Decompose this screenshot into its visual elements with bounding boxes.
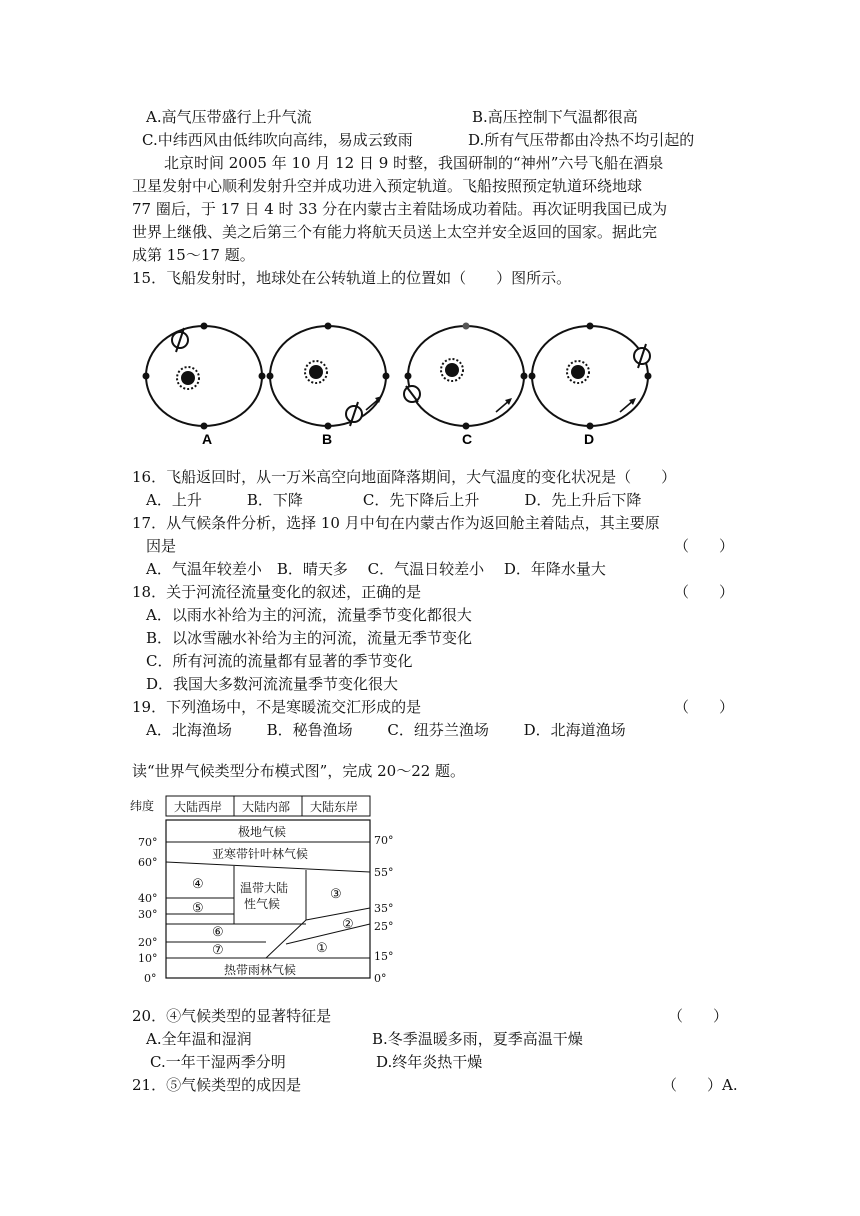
passage-line-3: 77 圈后，于 17 日 4 时 33 分在内蒙古主着陆场成功着陆。再次证明我国已成为 xyxy=(132,200,668,218)
zone-marker-6: ⑥ xyxy=(212,925,224,940)
question-17-cont: 因是 xyxy=(146,537,177,555)
answer-blank-19: （ ） xyxy=(674,698,735,716)
passage-line-2: 卫星发射中心顺利发射升空并成功进入预定轨道。飞船按照预定轨道环绕地球 xyxy=(132,177,643,195)
option-c-pressure: C.中纬西风由低纬吹向高纬，易成云致雨 xyxy=(142,131,413,149)
left-tick-60: 60° xyxy=(138,856,158,869)
left-tick-20: 20° xyxy=(138,936,158,949)
earth-icon-d xyxy=(634,344,650,368)
question-17: 17．从气候条件分析，选择 10 月中旬在内蒙古作为返回舱主着陆点，其主要原 xyxy=(132,514,660,532)
orbit-label-c: C xyxy=(462,431,473,447)
option-d-pressure: D.所有气压带都由冷热不均引起的 xyxy=(468,131,695,149)
left-tick-40: 40° xyxy=(138,892,158,905)
zone-continental-1: 温带大陆 xyxy=(240,881,289,895)
question-18-option-c: C．所有河流的流量都有显著的季节变化 xyxy=(146,652,413,670)
header-latitude: 纬度 xyxy=(130,799,155,813)
header-interior: 大陆内部 xyxy=(242,800,291,814)
zone-marker-1: ① xyxy=(316,941,328,956)
question-20-option-a: A.全年温和湿润 xyxy=(146,1030,252,1048)
question-18-option-a: A．以雨水补给为主的河流，流量季节变化都很大 xyxy=(146,606,472,624)
right-tick-15: 15° xyxy=(374,950,394,963)
question-18-option-d: D．我国大多数河流流量季节变化很大 xyxy=(146,675,399,693)
passage-line-4: 世界上继俄、美之后第三个有能力将航天员送上太空并安全返回的国家。据此完 xyxy=(132,223,658,241)
answer-blank-21: （ ）A. xyxy=(662,1076,738,1094)
header-east-coast: 大陆东岸 xyxy=(310,800,359,814)
earth-icon-c xyxy=(404,386,420,402)
question-19-options: A．北海渔场 B．秘鲁渔场 C．纽芬兰渔场 D．北海道渔场 xyxy=(146,721,626,739)
question-19: 19．下列渔场中，不是寒暖流交汇形成的是 xyxy=(132,698,422,716)
orbit-label-a: A xyxy=(202,431,213,447)
orbit-label-d: D xyxy=(584,431,595,447)
zone-subarctic: 亚寒带针叶林气候 xyxy=(212,847,309,861)
zone-marker-7: ⑦ xyxy=(212,943,224,958)
orbit-panel-c xyxy=(404,323,528,448)
sun-icon-d xyxy=(567,361,589,383)
answer-blank-17: （ ） xyxy=(674,537,735,555)
zone-marker-4: ④ xyxy=(192,877,204,892)
orbit-panel-a xyxy=(143,323,266,448)
left-tick-70: 70° xyxy=(138,836,158,849)
passage-line-1: 北京时间 2005 年 10 月 12 日 9 时整，我国研制的“神州”六号飞船在酒泉 xyxy=(164,154,664,172)
zone-marker-5: ⑤ xyxy=(192,901,204,916)
sun-icon-b xyxy=(305,361,327,383)
left-tick-0: 0° xyxy=(144,972,157,985)
right-tick-0: 0° xyxy=(374,972,387,985)
left-tick-10: 10° xyxy=(138,952,158,965)
zone-continental-2: 性气候 xyxy=(244,897,281,911)
orbit-panel-b xyxy=(267,323,390,448)
zone-marker-2: ② xyxy=(342,917,354,932)
question-16: 16．飞船返回时，从一万米高空向地面降落期间，大气温度的变化状况是（ ） xyxy=(132,468,677,486)
question-21: 21．⑤气候类型的成因是 xyxy=(132,1076,302,1094)
zone-rainforest: 热带雨林气候 xyxy=(224,963,297,977)
question-18-option-b: B．以冰雪融水补给为主的河流，流量无季节变化 xyxy=(146,629,473,647)
right-tick-25: 25° xyxy=(374,920,394,933)
right-tick-55: 55° xyxy=(374,866,394,879)
passage-line-5: 成第 15～17 题。 xyxy=(132,246,255,264)
option-a-pressure: A.高气压带盛行上升气流 xyxy=(146,108,312,126)
right-tick-70: 70° xyxy=(374,834,394,847)
question-18: 18．关于河流径流量变化的叙述，正确的是 xyxy=(132,583,422,601)
question-16-options: A．上升 B．下降 C．先下降后上升 D．先上升后下降 xyxy=(146,491,642,509)
earth-icon-a xyxy=(172,328,188,352)
orbit-label-b: B xyxy=(322,431,333,447)
question-20-option-b: B.冬季温暖多雨，夏季高温干燥 xyxy=(372,1030,583,1048)
right-tick-35: 35° xyxy=(374,902,394,915)
question-17-options: A．气温年较差小 B．晴天多 C．气温日较差小 D．年降水量大 xyxy=(146,560,606,578)
orbit-diagram xyxy=(132,318,660,450)
answer-blank-18: （ ） xyxy=(674,583,735,601)
answer-blank-20: （ ） xyxy=(668,1007,729,1025)
zone-polar: 极地气候 xyxy=(238,825,287,839)
question-20: 20．④气候类型的显著特征是 xyxy=(132,1007,332,1025)
sun-icon-c xyxy=(441,359,463,381)
question-20-option-d: D.终年炎热干燥 xyxy=(376,1053,483,1071)
climate-distribution-diagram xyxy=(126,792,406,988)
question-20-option-c: C.一年干湿两季分明 xyxy=(150,1053,286,1071)
sun-icon-a xyxy=(177,367,199,389)
header-west-coast: 大陆西岸 xyxy=(174,800,223,814)
zone-marker-3: ③ xyxy=(330,887,342,902)
left-tick-30: 30° xyxy=(138,908,158,921)
orbit-panel-d xyxy=(529,323,652,448)
option-b-pressure: B.高压控制下气温都很高 xyxy=(472,108,638,126)
question-15: 15．飞船发射时，地球处在公转轨道上的位置如（ ）图所示。 xyxy=(132,269,572,287)
climate-figure-intro: 读“世界气候类型分布模式图”，完成 20～22 题。 xyxy=(132,762,466,780)
